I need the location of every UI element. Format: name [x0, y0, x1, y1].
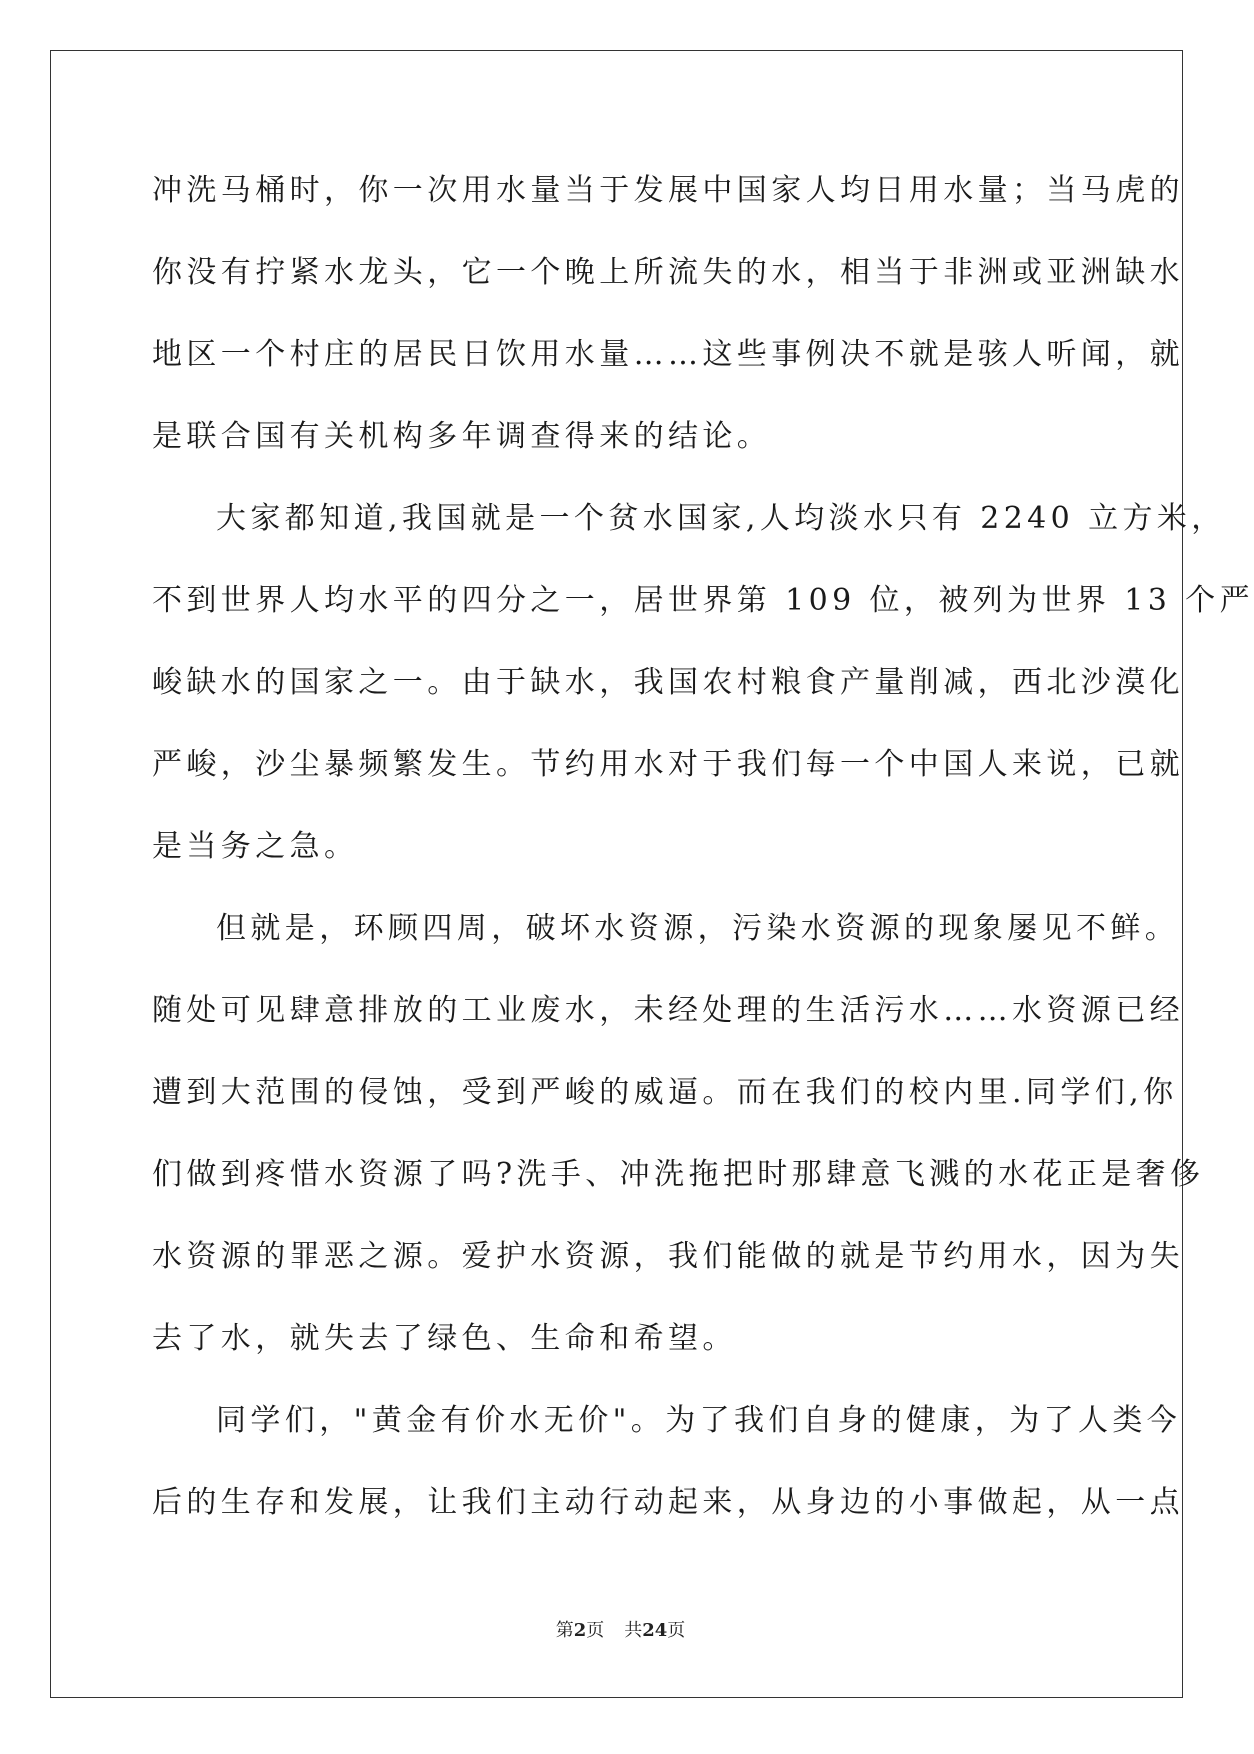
- page-suffix: 页: [586, 1620, 605, 1641]
- text-line: 地区一个村庄的居民日饮用水量……这些事例决不就是骇人听闻，就: [152, 337, 1184, 372]
- page-footer: [0, 1616, 1241, 1642]
- document-body: [152, 150, 1254, 1544]
- paragraph-first-line: 但就是，环顾四周，破坏水资源，污染水资源的现象屡见不鲜。: [216, 911, 1180, 946]
- text-line: 水资源的罪恶之源。爱护水资源，我们能做的就是节约用水，因为失: [152, 1239, 1184, 1274]
- text-line: 冲洗马桶时，你一次用水量当于发展中国家人均日用水量；当马虎的: [152, 173, 1184, 208]
- text-line: 你没有拧紧水龙头，它一个晚上所流失的水，相当于非洲或亚洲缺水: [152, 255, 1184, 290]
- total-prefix: 共: [624, 1620, 643, 1641]
- paragraph-first-line: 大家都知道,我国就是一个贫水国家,人均淡水只有 2240 立方米，: [216, 501, 1226, 536]
- page-number: 2: [573, 1620, 587, 1641]
- text-line: 是当务之急。: [152, 829, 359, 864]
- text-line: 不到世界人均水平的四分之一，居世界第 109 位，被列为世界 13 个严: [152, 583, 1254, 618]
- text-line: 们做到疼惜水资源了吗?洗手、冲洗拖把时那肆意飞溅的水花正是奢侈: [152, 1157, 1205, 1192]
- paragraph-first-line: 同学们，"黄金有价水无价"。为了我们自身的健康，为了人类今: [216, 1403, 1182, 1438]
- total-suffix: 页: [667, 1620, 686, 1641]
- text-line: 随处可见肆意排放的工业废水，未经处理的生活污水……水资源已经: [152, 993, 1184, 1028]
- text-line: 严峻，沙尘暴频繁发生。节约用水对于我们每一个中国人来说，已就: [152, 747, 1184, 782]
- text-line: 去了水，就失去了绿色、生命和希望。: [152, 1321, 737, 1356]
- text-line: 是联合国有关机构多年调查得来的结论。: [152, 419, 772, 454]
- text-line: 峻缺水的国家之一。由于缺水，我国农村粮食产量削减，西北沙漠化: [152, 665, 1184, 700]
- text-line: 后的生存和发展，让我们主动行动起来，从身边的小事做起，从一点: [152, 1485, 1184, 1520]
- page-prefix: 第: [555, 1620, 574, 1641]
- text-line: 遭到大范围的侵蚀，受到严峻的威逼。而在我们的校内里.同学们,你: [152, 1075, 1178, 1110]
- total-pages: 24: [642, 1620, 668, 1641]
